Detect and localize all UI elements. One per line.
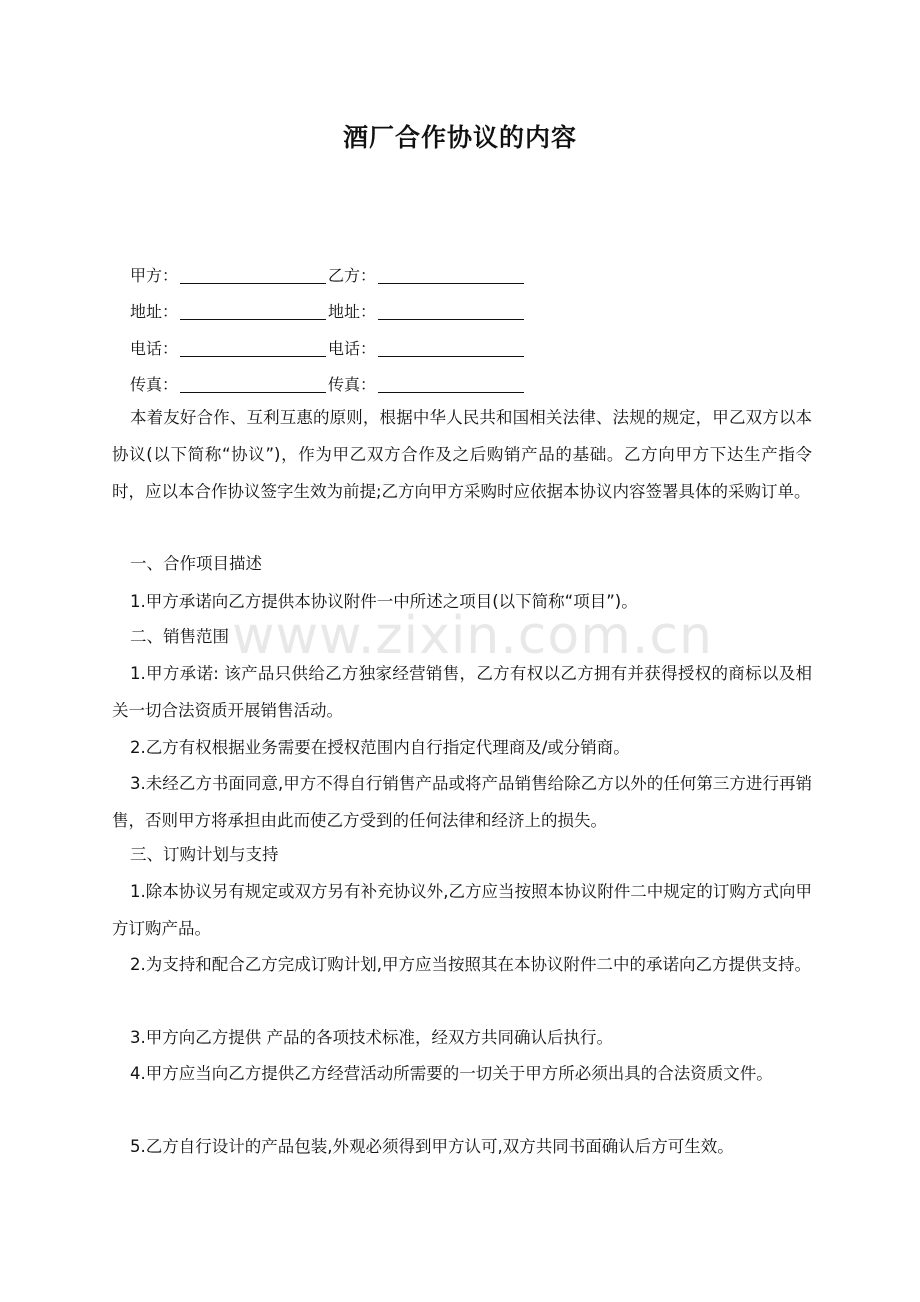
party-b-name-blank [378, 267, 524, 284]
section-1-item-1: 1.甲方承诺向乙方提供本协议附件一中所述之项目(以下简称“项目”)。 [130, 592, 638, 611]
party-row-fax [130, 373, 526, 397]
party-b-address-label: 地址： [328, 302, 377, 321]
section-3-item-2: 2.为支持和配合乙方完成订购计划,甲方应当按照其在本协议附件二中的承诺向乙方提供支持。 [130, 955, 811, 974]
party-a-fax-blank [180, 376, 326, 393]
section-3-item-5: 5.乙方自行设计的产品包装,外观必须得到甲方认可,双方共同书面确认后方可生效。 [130, 1137, 734, 1156]
party-b-fax-blank [378, 376, 524, 393]
party-row-name [130, 264, 526, 288]
section-2-heading: 二、销售范围 [130, 627, 229, 646]
section-3-item-4: 4.甲方应当向乙方提供乙方经营活动所需要的一切关于甲方所必须出具的合法资质文件。 [130, 1064, 773, 1083]
party-a-phone-blank [180, 340, 326, 357]
section-2-item-1: 1.甲方承诺: 该产品只供给乙方独家经营销售，乙方有权以乙方拥有并获得授权的商标以及相关一切合法资质开展销售活动。 [112, 664, 812, 720]
party-b-fax-label: 传真： [328, 375, 377, 394]
party-a-phone-label: 电话： [130, 339, 179, 358]
section-3-item-3: 3.甲方向乙方提供 产品的各项技术标准，经双方共同确认后执行。 [130, 1028, 613, 1047]
party-row-phone [130, 337, 526, 361]
party-b-phone-blank [378, 340, 524, 357]
party-a-address-label: 地址： [130, 302, 179, 321]
party-b-phone-label: 电话： [328, 339, 377, 358]
intro-paragraph: 本着友好合作、互利互惠的原则，根据中华人民共和国相关法律、法规的规定，甲乙双方以本协议(以下简称“协议”)，作为甲乙双方合作及之后购销产品的基础。乙方向甲方下达生产指令时，应以本合作协议签字生效为前提;乙方向甲方采购时应依据本协议内容签署具体的采购订单。 [112, 408, 812, 501]
section-2-item-2: 2.乙方有权根据业务需要在授权范围内自行指定代理商及/或分销商。 [130, 738, 630, 757]
party-b-name-label: 乙方： [328, 266, 377, 285]
section-1-heading: 一、合作项目描述 [130, 554, 262, 573]
party-a-name-blank [180, 267, 326, 284]
party-row-address [130, 300, 526, 324]
party-b-address-blank [378, 303, 524, 320]
section-3-item-1: 1.除本协议另有规定或双方另有补充协议外,乙方应当按照本协议附件二中规定的订购方式向甲方订购产品。 [112, 882, 812, 938]
section-2-item-3: 3.未经乙方书面同意,甲方不得自行销售产品或将产品销售给除乙方以外的任何第三方进行再销售，否则甲方将承担由此而使乙方受到的任何法律和经济上的损失。 [112, 774, 812, 830]
document-title: 酒厂合作协议的内容 [342, 123, 577, 152]
party-a-fax-label: 传真： [130, 375, 179, 394]
party-a-address-blank [180, 303, 326, 320]
site-watermark: www.zixin.com.cn [232, 606, 713, 666]
section-3-heading: 三、订购计划与支持 [130, 845, 279, 864]
party-a-name-label: 甲方： [130, 266, 179, 285]
